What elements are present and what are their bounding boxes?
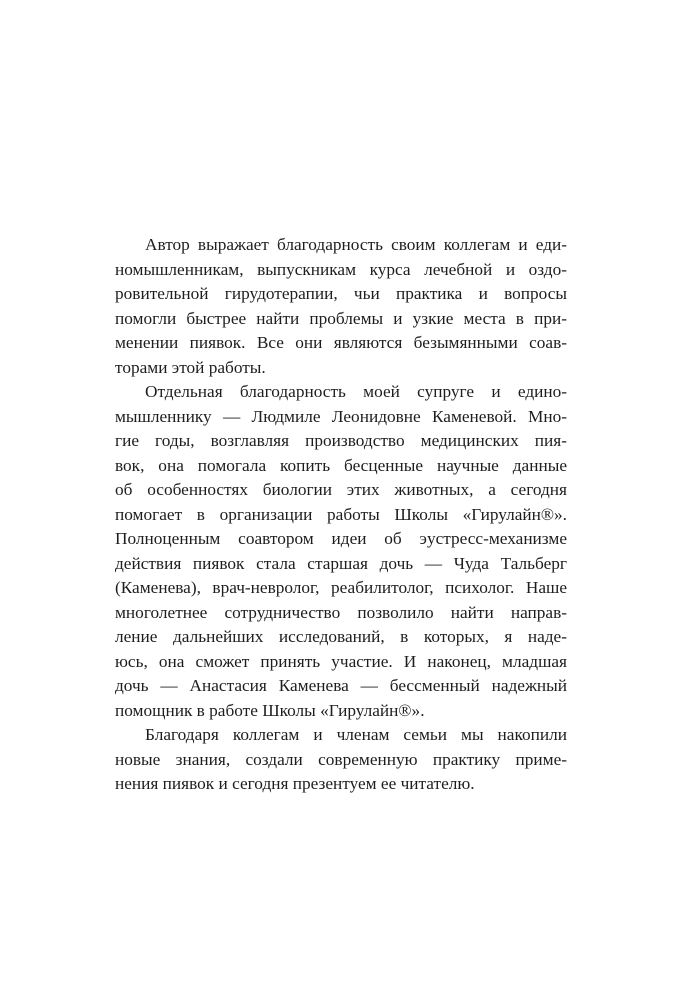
text-line: Автор выражает благодарность своим коллегам и еди- [145, 235, 567, 254]
text-line: об особенностях биологии этих животных, а сегодня [115, 480, 567, 499]
text-line: менении пиявок. Все они являются безымянными соав- [115, 333, 567, 352]
text-line: мышленнику — Людмиле Леонидовне Каменевой. Мно- [115, 406, 567, 426]
text-line: помогли быстрее найти проблемы и узкие места в при- [115, 308, 567, 328]
text-line: ление дальнейших исследований, в которых, я наде- [115, 627, 567, 646]
text-line: помощник в работе Школы «Гирулайн®». [115, 700, 425, 720]
text-line: Благодаря коллегам и членам семьи мы накопили [145, 725, 567, 744]
text-line: вок, она помогала копить бесценные научные данные [115, 455, 567, 475]
text-line: Отдельная благодарность моей супруге и едино- [145, 382, 567, 401]
paragraph-1 [115, 233, 567, 380]
text-line: Полноценным соавтором идеи об эустресс-механизме [115, 529, 567, 548]
paragraph-3 [115, 723, 567, 797]
text-line: гие годы, возглавляя производство медицинских пия- [115, 431, 567, 450]
text-line: действия пиявок стала старшая дочь — Чуда Тальберг [115, 553, 567, 573]
text-line: помогает в организации работы Школы «Гирулайн®». [115, 504, 567, 524]
text-line: (Каменева), врач-невролог, реабилитолог, психолог. Наше [115, 578, 567, 597]
page-body-text [115, 233, 567, 797]
paragraph-2 [115, 380, 567, 723]
text-line: торами этой работы. [115, 357, 266, 377]
text-line: новые знания, создали современную практику приме- [115, 749, 567, 769]
text-line: номышленникам, выпускникам курса лечебной и оздо- [115, 259, 567, 279]
text-line: юсь, она сможет принять участие. И наконец, младшая [115, 651, 567, 671]
text-line: многолетнее сотрудничество позволило найти направ- [115, 602, 567, 622]
text-line: дочь — Анастасия Каменева — бессменный надежный [115, 676, 567, 695]
text-line: ровительной гирудотерапии, чьи практика и вопросы [115, 284, 567, 303]
text-line: нения пиявок и сегодня презентуем ее читателю. [115, 774, 475, 793]
